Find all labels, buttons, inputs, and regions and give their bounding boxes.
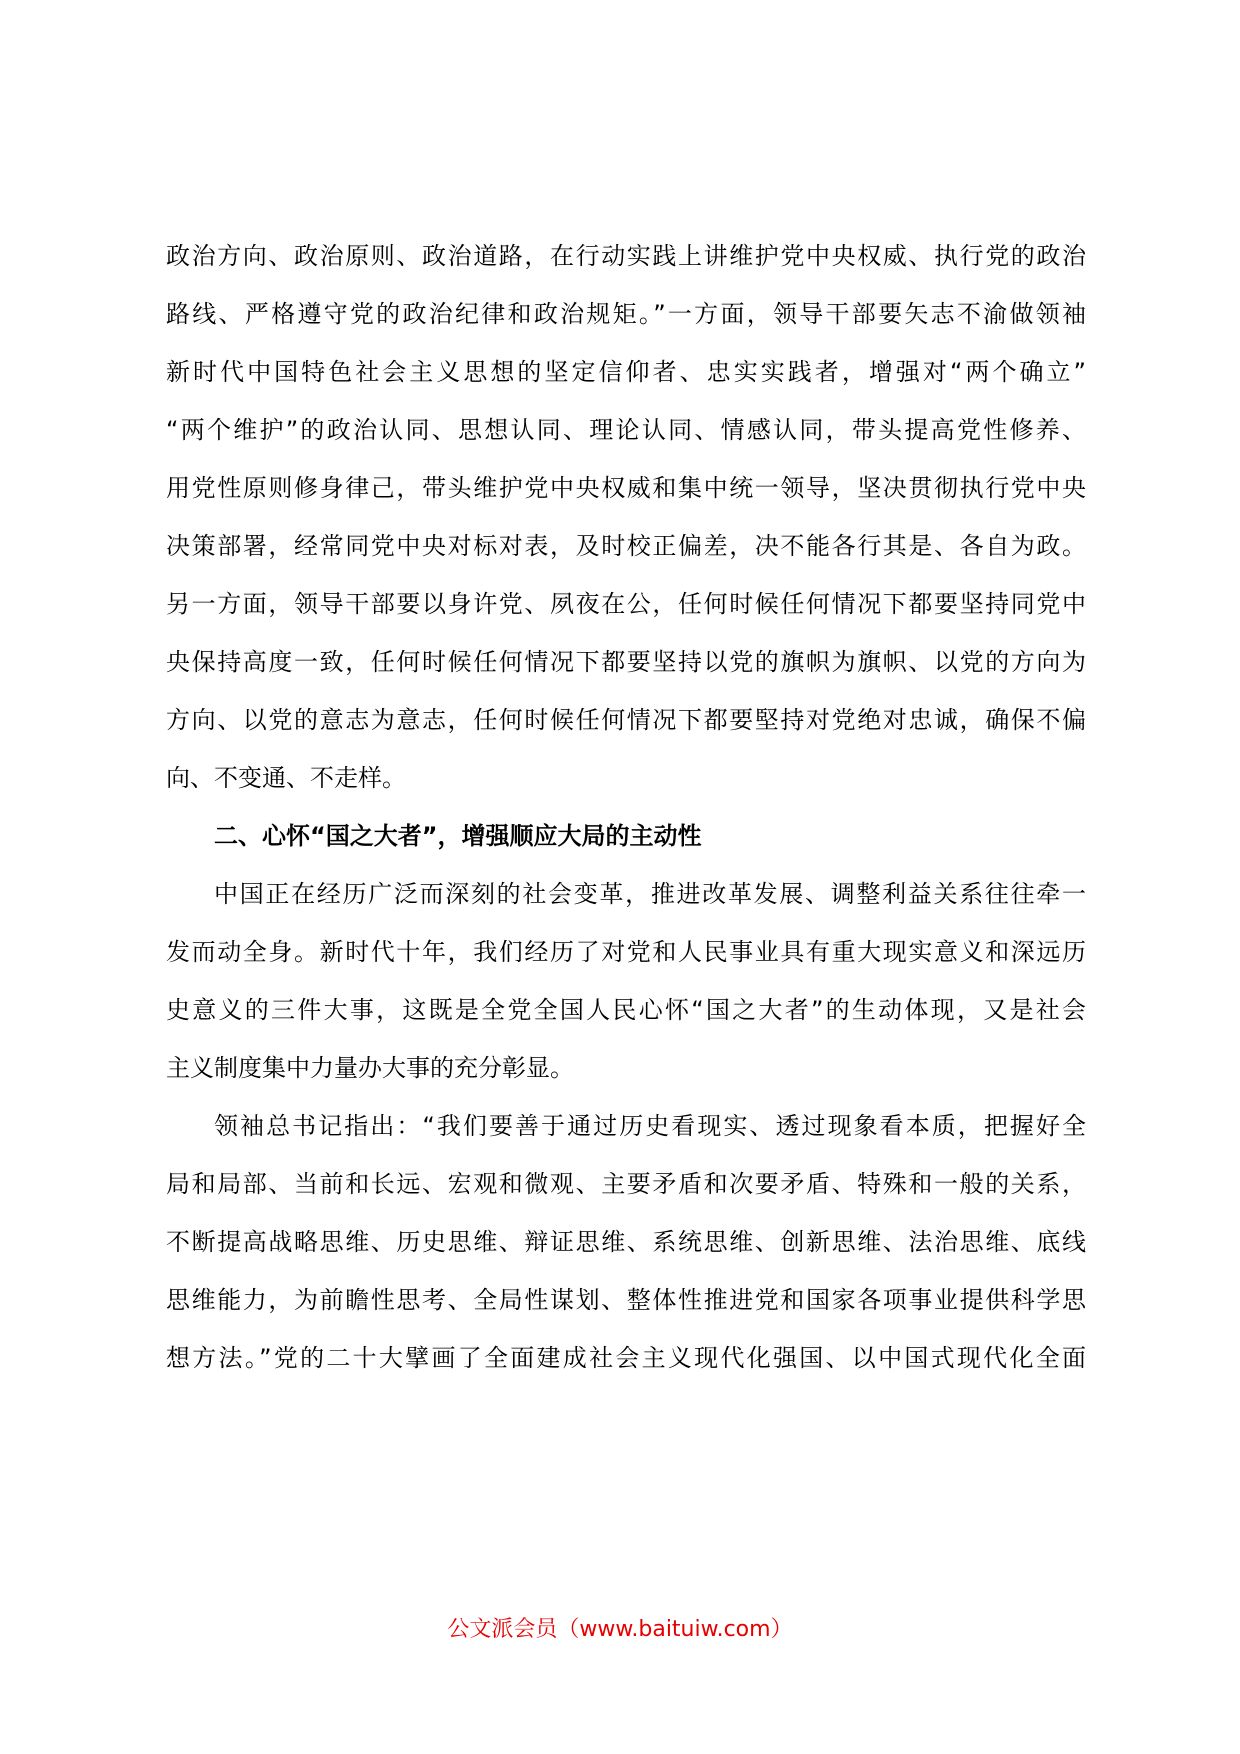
paragraph-line: 方向、以党的意志为意志，任何时候任何情况下都要堅持对党绝对忠诚，确保不偏 xyxy=(166,706,1086,734)
paragraph-line: 向、不变通、不走样。 xyxy=(166,764,406,792)
paragraph-line: 新时代中国特色社会主义思想的坚定信仰者、忠实实践者，增强对“两个确立” xyxy=(166,358,1086,386)
paragraph-line: 主义制度集中力量办大事的充分彰显。 xyxy=(166,1054,574,1082)
paragraph-line: 史意义的三件大事，这既是全党全国人民心怀“国之大者”的生动体现，又是社会 xyxy=(166,996,1086,1024)
footer-watermark: 公文派会员（www.baituiw.com） xyxy=(447,1617,793,1642)
paragraph-line: 决策部署，经常同党中央对标对表，及时校正偏差，决不能各行其是、各自为政。 xyxy=(166,532,1086,560)
paragraph-line: 路线、严格遵守党的政治纪律和政治规矩。”一方面，领导干部要矢志不渝做领袖 xyxy=(166,300,1086,328)
paragraph-line: 发而动全身。新时代十年，我们经历了对党和人民事业具有重大现实意义和深远历 xyxy=(166,938,1086,966)
paragraph-line: “两个维护”的政治认同、思想认同、理论认同、情感认同，带头提高党性修养、 xyxy=(166,416,1086,444)
paragraph-line: 领袖总书记指出：“我们要善于通过历史看现实、透过现象看本质，把握好全 xyxy=(214,1112,1086,1140)
paragraph-line: 中国正在经历广泛而深刻的社会变革，推进改革发展、调整利益关系往往牵一 xyxy=(214,880,1086,908)
paragraph-line: 不断提高战略思维、历史思维、辩证思维、系统思维、创新思维、法治思维、底线 xyxy=(166,1228,1086,1256)
paragraph-line: 想方法。”党的二十大擘画了全面建成社会主义现代化强国、以中国式现代化全面 xyxy=(166,1344,1086,1372)
paragraph-line: 思维能力，为前瞻性思考、全局性谋划、整体性推进党和国家各项事业提供科学思 xyxy=(166,1286,1086,1314)
paragraph-line: 用党性原则修身律己，带头维护党中央权威和集中统一领导，坚决贯彻执行党中央 xyxy=(166,474,1086,502)
paragraph-line: 另一方面，领导干部要以身许党、夙夜在公，任何时候任何情况下都要坚持同党中 xyxy=(166,590,1086,618)
section-heading: 二、心怀“国之大者”，增强顺应大局的主动性 xyxy=(214,822,702,850)
paragraph-line: 政治方向、政治原则、政治道路，在行动实践上讲维护党中央权威、执行党的政治 xyxy=(166,242,1086,270)
paragraph-line: 局和局部、当前和长远、宏观和微观、主要矛盾和次要矛盾、特殊和一般的关系， xyxy=(166,1170,1086,1198)
paragraph-line: 央保持高度一致，任何时候任何情况下都要坚持以党的旗帜为旗帜、以党的方向为 xyxy=(166,648,1086,676)
